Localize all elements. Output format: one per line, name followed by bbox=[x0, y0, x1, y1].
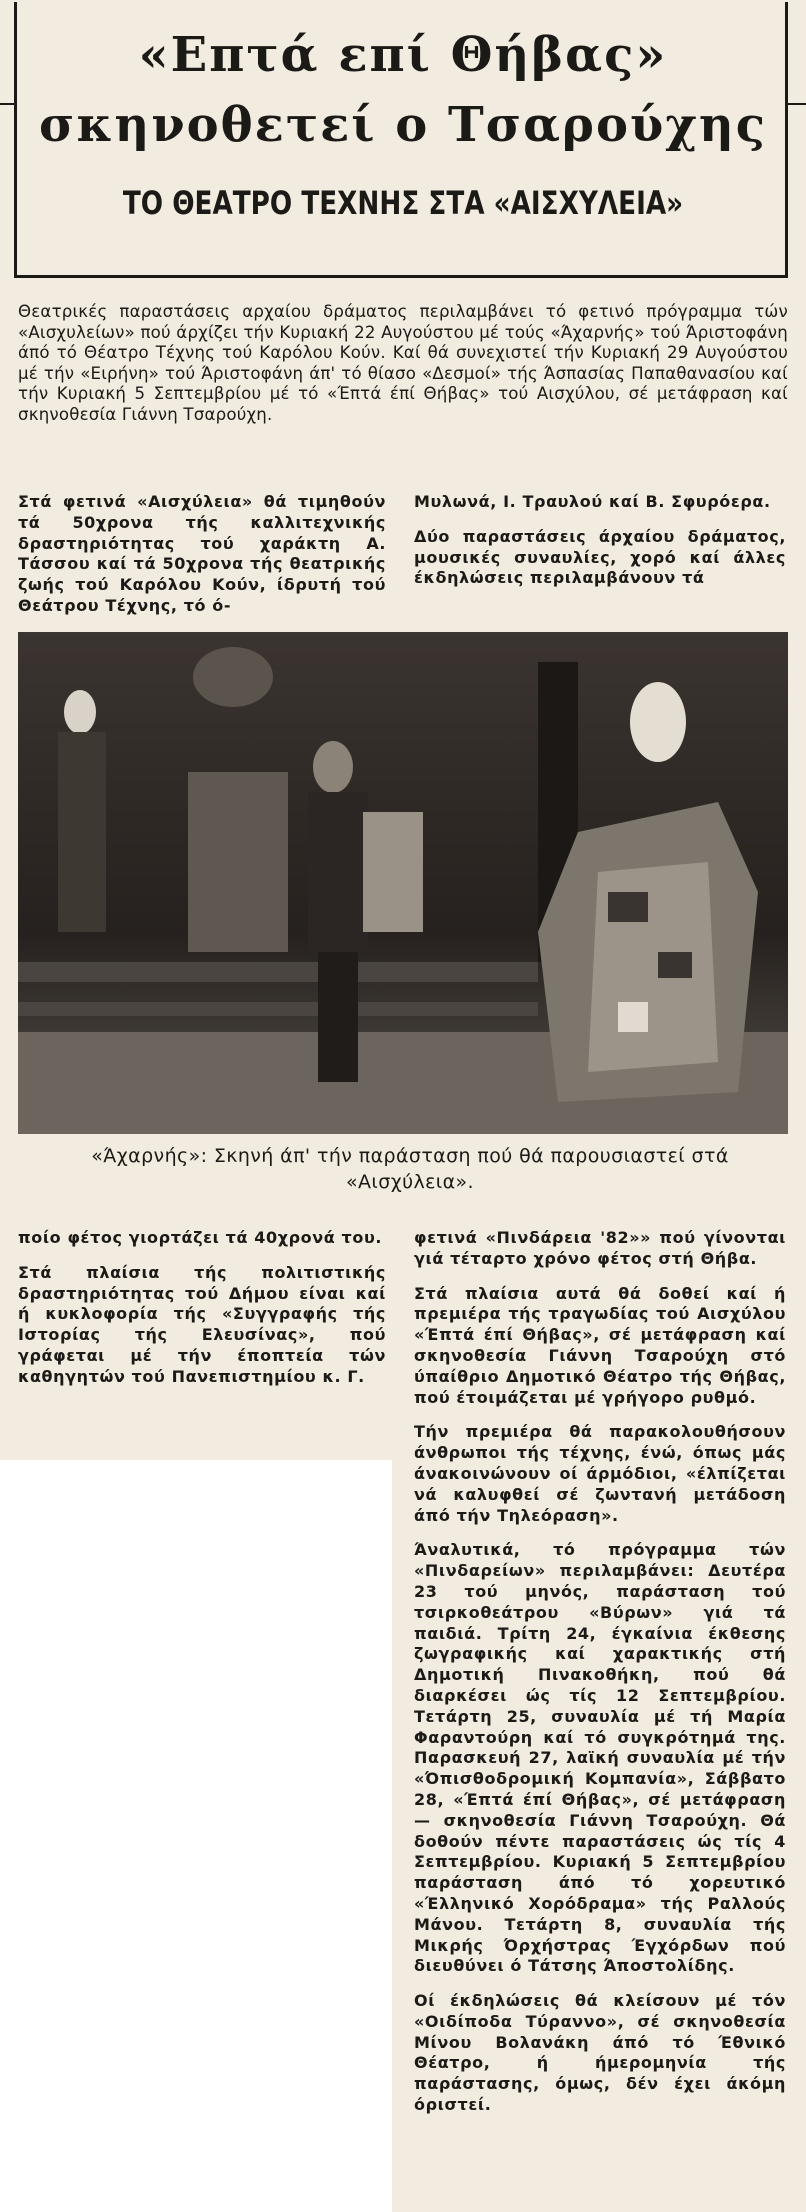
frame-rule-left bbox=[0, 103, 14, 105]
photo-caption: «Άχαρνής»: Σκηνή άπ' τήν παράσταση πού θά παρουσιαστεί στά «Αισχύλεια». bbox=[91, 1145, 729, 1193]
lower-right-column bbox=[414, 1228, 786, 2130]
blank-margin bbox=[0, 1460, 392, 2212]
paragraph: Άναλυτικά, τό πρόγραμμα τών «Πινδαρείων» περιλαμβάνει: Δευτέρα 23 τού μηνός, παράσταση τού τσιρκοθεάτρου «Βύρων» γιά τά παιδιά. Τρίτη 24, έγκαίνια έκθεσης ζωγραφικής καί χαρακτικής στή Δημοτική Πινακοθήκη, πού θά διαρκέσει ώς τίς 12 Σεπτεμβρίου. Τετάρτη 25, συναυλία μέ τή Μαρία Φαραντούρη καί τό συγκρότημά της. Παρασκευή 27, λαϊκή συναυλία μέ τήν «Όπισθοδρομική Κομπανία», Σάββατο 28, «Έπτά έπί Θήβας», σέ μετάφραση — σκηνοθεσία Γιάννη Τσαρούχη. Θά δοθούν πέντε παραστάσεις ώς τίς 4 Σεπτεμβρίου. Κυριακή 5 Σεπτεμβρίου παράσταση άπό τό χορευτικό «Έλληνικό Χορόδραμα» τής Ραλλούς Μάνου. Τετάρτη 8, συναυλία τής Μικρής Όρχήστρας Έγχόρδων πού διευθύνει ό Τάτσης Άποστολίδης. bbox=[414, 1540, 786, 1976]
intro-paragraph: Θεατρικές παραστάσεις αρχαίου δράματος περιλαμβάνει τό φετινό πρόγραμμα τών «Αισχυλείων» πού άρχίζει τήν Κυριακή 22 Αυγούστου μέ τούς «Άχαρνής» τού Άριστοφάνη άπό τό Θέατρο Τέχνης τού Καρόλου Κούν. Καί θά συνεχιστεί τήν Κυριακή 29 Αυγούστου μέ τήν «Ειρήνη» τού Άριστοφάνη άπ' τό θίασο «Δεσμοί» τής Άσπασίας Παπαθανασίου καί τήν Κυριακή 5 Σεπτεμβρίου μέ τό «Έπτά έπί Θήβας» τού Αισχύλου, σέ μετάφραση καί σκηνοθεσία Γιάννη Τσαρούχη. bbox=[18, 302, 788, 424]
headline-line-2: σκηνοθετεί ο Τσαρούχης bbox=[39, 97, 767, 153]
subheadline: ΤΟ ΘΕΑΤΡΟ ΤΕΧΝΗΣ ΣΤΑ «ΑΙΣΧΥΛΕΙΑ» bbox=[122, 184, 684, 222]
paragraph: ποίο φέτος γιορτάζει τά 40χρονά του. bbox=[18, 1228, 383, 1247]
stage-photo-image bbox=[18, 632, 788, 1134]
frame-rule-right bbox=[788, 103, 806, 105]
paragraph: Μυλωνά, Ι. Τραυλού καί Β. Σφυρόερα. bbox=[414, 492, 771, 511]
paragraph: Στά πλαίσια τής πολιτιστικής δραστηριότητας τού Δήμου είναι καί ή κυκλοφορία τής «Συγγραφής τής Ιστορίας τής Ελευσίνας», πού γράφεται μέ τήν έποπτεία τών καθηγητών τού Πανεπιστημίου κ. Γ. bbox=[18, 1262, 386, 1386]
headline-line-1: «Επτά επί Θήβας» bbox=[138, 27, 668, 83]
paragraph: Στά φετινά «Αισχύλεια» θά τιμηθούν τά 50χρονα τής καλλιτεχνικής δραστηριότητας τού χαράκτη Α. Τάσσου καί τά 50χρονα τής θεατρικής ζωής τού Καρόλου Κούν, ίδρυτή τού Θεάτρου Τέχνης, τό ό- bbox=[18, 492, 386, 615]
paragraph: Τήν πρεμιέρα θά παρακολουθήσουν άνθρωποι τής τέχνης, ένώ, όπως μάς άνακοινώνουν οί άρμόδιοι, «έλπίζεται νά καλυφθεί σέ ζωντανή μετάδοση άπό τήν Τηλεόραση». bbox=[414, 1422, 786, 1525]
upper-right-column bbox=[414, 492, 786, 603]
upper-left-column bbox=[18, 492, 386, 631]
paragraph: φετινά «Πινδάρεια '82»» πού γίνονται γιά τέταρτο χρόνο φέτος στή Θήβα. bbox=[414, 1228, 786, 1268]
paragraph: Δύο παραστάσεις άρχαίου δράματος, μουσικές συναυλίες, χορό καί άλλες έκδηλώσεις περιλαμβάνουν τά bbox=[414, 526, 786, 588]
lower-left-column bbox=[18, 1228, 386, 1402]
paragraph: Οί έκδηλώσεις θά κλείσουν μέ τόν «Οιδίποδα Τύραννο», σέ σκηνοθεσία Μίνου Βολανάκη άπό τό Έθνικό Θέατρο, ή ήμερομηνία τής παράστασης, όμως, δέν έχει άκόμη όριστεί. bbox=[414, 1991, 786, 2115]
paragraph: Στά πλαίσια αυτά θά δοθεί καί ή πρεμιέρα τής τραγωδίας τού Αισχύλου «Έπτά έπί Θήβας», σέ μετάφραση καί σκηνοθεσία Γιάννη Τσαρούχη στό ύπαίθριο Δημοτικό Θέατρο τής Θήβας, πού έτοιμάζεται μέ γρήγορο ρυθμό. bbox=[414, 1283, 786, 1407]
stage-photo bbox=[18, 632, 788, 1134]
